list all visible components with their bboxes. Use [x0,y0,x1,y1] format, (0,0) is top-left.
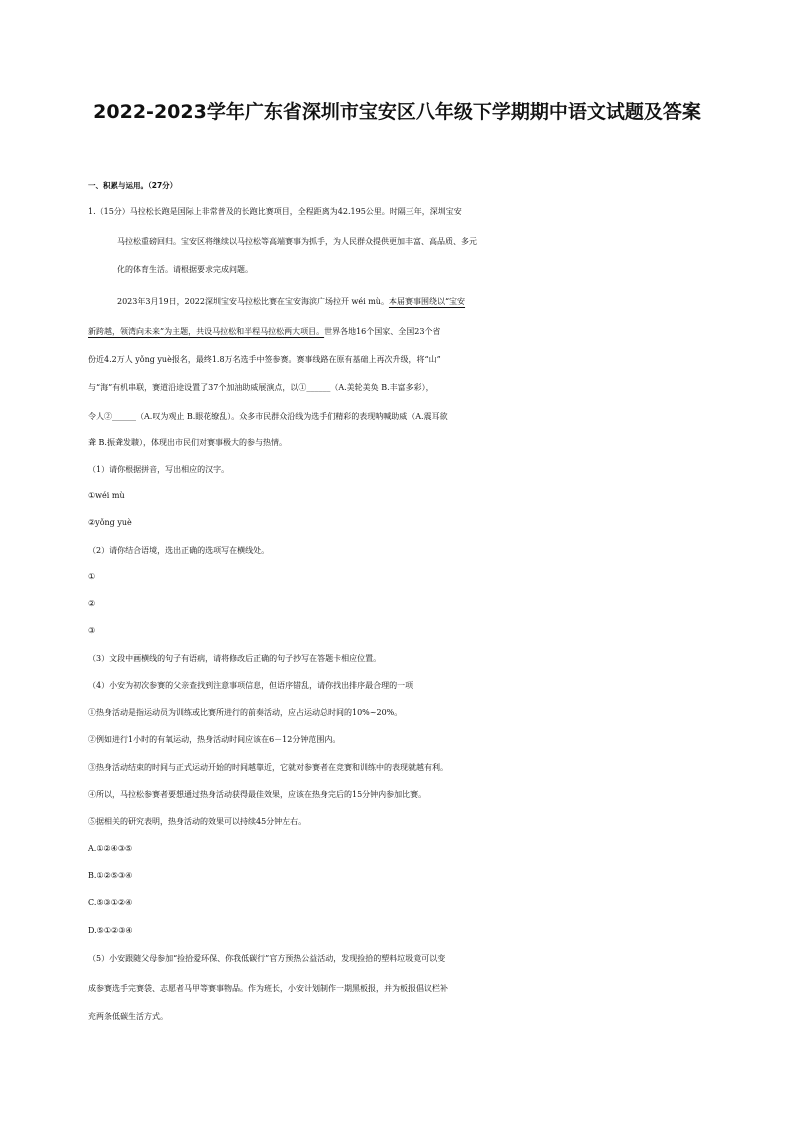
sub2-blank-3: ③ [88,626,96,635]
sub4-option-b: B.①②⑤③④ [88,871,133,880]
sub4-item-3: ③热身活动结束的时间与正式运动开始的时间越靠近，它就对参赛者在竞赛和训练中的表现就越有利。 [88,763,448,772]
sub-question-3: （3）文段中画横线的句子有语病，请将修改后正确的句子抄写在答题卡相应位置。 [88,654,382,663]
passage-line-2 [88,326,738,337]
q1-intro-line-3: 化的体育生活。请根据要求完成问题。 [117,265,253,274]
sub-question-4: （4）小安为初次参赛的父亲查找到注意事项信息，但语序错乱，请你找出排序最合理的一项 [88,681,414,690]
sub-question-5-line-1: （5）小安跟随父母参加“捡拾爱环保、你我低碳行”官方预热公益活动，发现捡拾的塑料垃圾竟可以变 [88,954,446,963]
passage-line-1-text: 2023年3月19日，2022深圳宝安马拉松比赛在宝安海滨广场拉开 wéi mù。 [117,297,389,306]
sub4-item-5: ⑤据相关的研究表明，热身活动的效果可以持续45分钟左右。 [88,817,307,826]
sub-question-2: （2）请你结合语境，选出正确的选项写在横线处。 [88,546,270,555]
passage-line-2-text: 世界各地16个国家、全国23个省 [324,327,441,336]
q1-intro-line-2: 马拉松重磅回归。宝安区将继续以马拉松等高端赛事为抓手，为人民群众提供更加丰富、高品质、多元 [117,237,477,246]
passage-underlined-sentence-end: 新跨越，领湾向未来”为主题，共设马拉松和半程马拉松两大项目。 [88,327,325,336]
passage-line-6: 聋 B.振聋发聩），体现出市民们对赛事极大的参与热情。 [88,438,287,447]
passage-line-1 [117,296,767,307]
sub1-pinyin-b: ②yǒng yuè [88,518,132,527]
sub-question-5-line-3: 充两条低碳生活方式。 [88,1012,168,1021]
sub-question-1: （1）请你根据拼音，写出相应的汉字。 [88,465,230,474]
passage-line-4: 与“海”有机串联，赛道沿途设置了37个加油助威展演点，以①______（A.美轮美奂 B.丰富多彩）， [88,383,434,392]
passage-underlined-sentence-start: 本届赛事围绕以“宝安 [388,297,466,306]
sub4-item-2: ②例如进行1小时的有氧运动，热身活动时间应该在6－12分钟范围内。 [88,735,341,744]
sub2-blank-1: ① [88,572,96,581]
passage-line-5: 令人②______（A.叹为观止 B.眼花缭乱）。众多市民群众沿线为选手们精彩的表现呐喊助威（A.震耳欲 [88,412,448,421]
section-heading: 一、积累与运用。（27分） [88,181,178,190]
passage-line-3: 份近4.2万人 yǒng yuè报名，最终1.8万名选手中签参赛。赛事线路在原有基础上再次升级，将“山” [88,355,441,364]
document-title: 2022-2023学年广东省深圳市宝安区八年级下学期期中语文试题及答案 [93,101,701,123]
sub-question-5-line-2: 成参赛选手完赛袋、志愿者马甲等赛事物品。作为班长，小安计划制作一期黑板报，并为板报倡议栏补 [88,984,448,993]
sub4-item-4: ④所以，马拉松参赛者要想通过热身活动获得最佳效果，应该在热身完后的15分钟内参加比赛。 [88,790,427,799]
sub4-option-a: A.①②④③⑤ [88,844,133,853]
sub2-blank-2: ② [88,599,96,608]
sub1-pinyin-a: ①wéi mù [88,491,125,500]
sub4-item-1: ①热身活动是指运动员为训练或比赛所进行的前奏活动，应占运动总时间的10%~20%。 [88,708,403,717]
sub4-option-d: D.⑤①②③④ [88,926,133,935]
q1-intro-line-1: 1.（15分）马拉松长跑是国际上非常普及的长跑比赛项目，全程距离为42.195公里。时隔三年，深圳宝安 [88,207,462,216]
sub4-option-c: C.⑤③①②④ [88,898,133,907]
